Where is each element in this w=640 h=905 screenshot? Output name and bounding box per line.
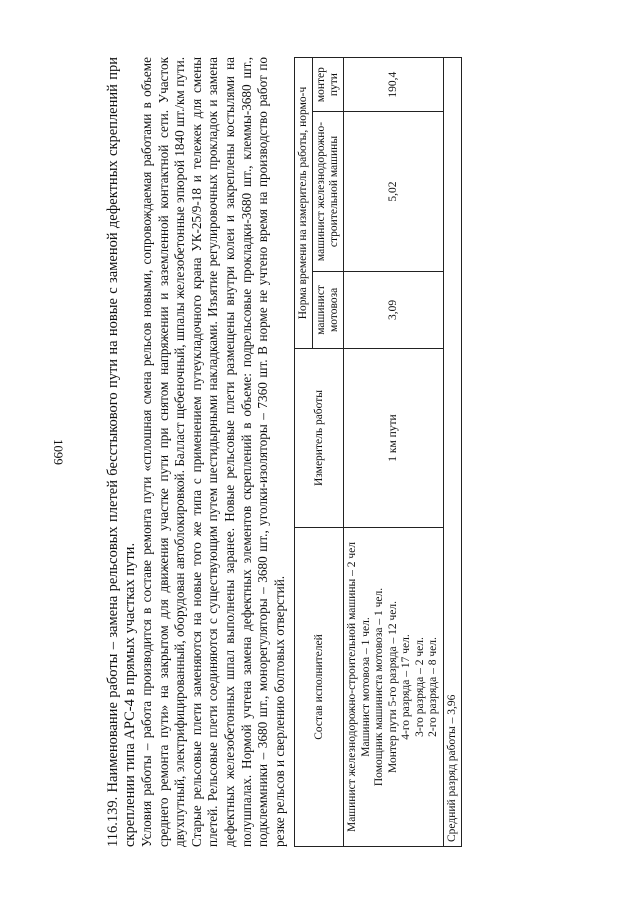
staff-list — [344, 528, 444, 847]
table-footer-row — [443, 58, 461, 847]
average-grade: Средний разряд работы – 3,96 — [443, 58, 461, 847]
header-loco-driver: машинист мотовоза — [313, 271, 344, 348]
rotated-content — [105, 57, 535, 847]
meter-value: 1 км пути — [344, 349, 444, 528]
staff-line: 2-го разряда – 8 чел. — [427, 637, 440, 737]
staff-line: 4-го разряда – 17 чел. — [400, 634, 413, 740]
staff-line: 3-го разряда – 2 чел. — [413, 637, 426, 737]
staff-line: Монтер пути 5-го разряда – 12 чел. — [386, 601, 399, 773]
staff-line: Машинист мотовоза – 1 чел. — [359, 617, 372, 757]
value-loco-driver: 3,09 — [344, 271, 444, 348]
header-norm-group: Норма времени на измеритель работы, нормо-ч — [295, 58, 313, 349]
section-body: Условия работы – работа производится в составе ремонта пути «сплошная смена рельсов новыми, сопровождаемая работами в объеме среднего ремонта пути» на закрытом для движения участке пути при снятом напряжении и заземленной контактной сети. Участок двухпутный, электрифицированный, оборудован автоблокировкой. Балласт щебеночный, шпалы железобетонные эпюрой 1840 шт./км пути. Старые рельсовые плети заменяются на новые того же типа с применением путеукладочного крана УК-25/9-18 и тележек для смены плетей. Рельсовые плети соединяются с существующим путем шестидырными накладками. Изъятие регулировочных прокладок и замена дефектных железобетонных шпал выполнены заранее. Новые рельсовые плети размещены внутри колеи и закреплены костылями на полушпалах. Нормой учтена замена дефектных элементов скреплений в объеме: подрельсовые прокладки-3680 шт., клеммы-3680 шт., подклеммники – 3680 шт., монорегуляторы – 3680 шт., уголки-изоляторы – 7360 шт. В норме не учтено время на производство работ по резке рельсов и сверлению болтовых отверстий. — [139, 57, 287, 847]
staff-line: Машинист железнодорожно-строительной машины – 2 чел — [346, 541, 359, 833]
value-track-fitter: 190,4 — [344, 58, 444, 112]
header-track-fitter: монтер пути — [313, 58, 344, 112]
header-machine-driver: машинист железнодорожно-строительной машины — [313, 112, 344, 272]
value-machine-driver: 5,02 — [344, 112, 444, 272]
norm-table — [294, 57, 462, 847]
table-row — [344, 58, 444, 847]
section-title: 116.139. Наименование работы – замена рельсовых плетей бесстыкового пути на новые с заменой дефектных скреплений при скреплении типа АРС-4 в прямых участках пути. — [105, 57, 138, 847]
header-meter: Измеритель работы — [295, 349, 344, 528]
header-staff: Состав исполнителей — [295, 528, 344, 847]
page-number: 1099 — [51, 439, 66, 465]
staff-line: Помощник машиниста мотовоза – 1 чел. — [373, 587, 386, 787]
section-text — [105, 57, 288, 847]
table-header-row — [295, 58, 313, 847]
